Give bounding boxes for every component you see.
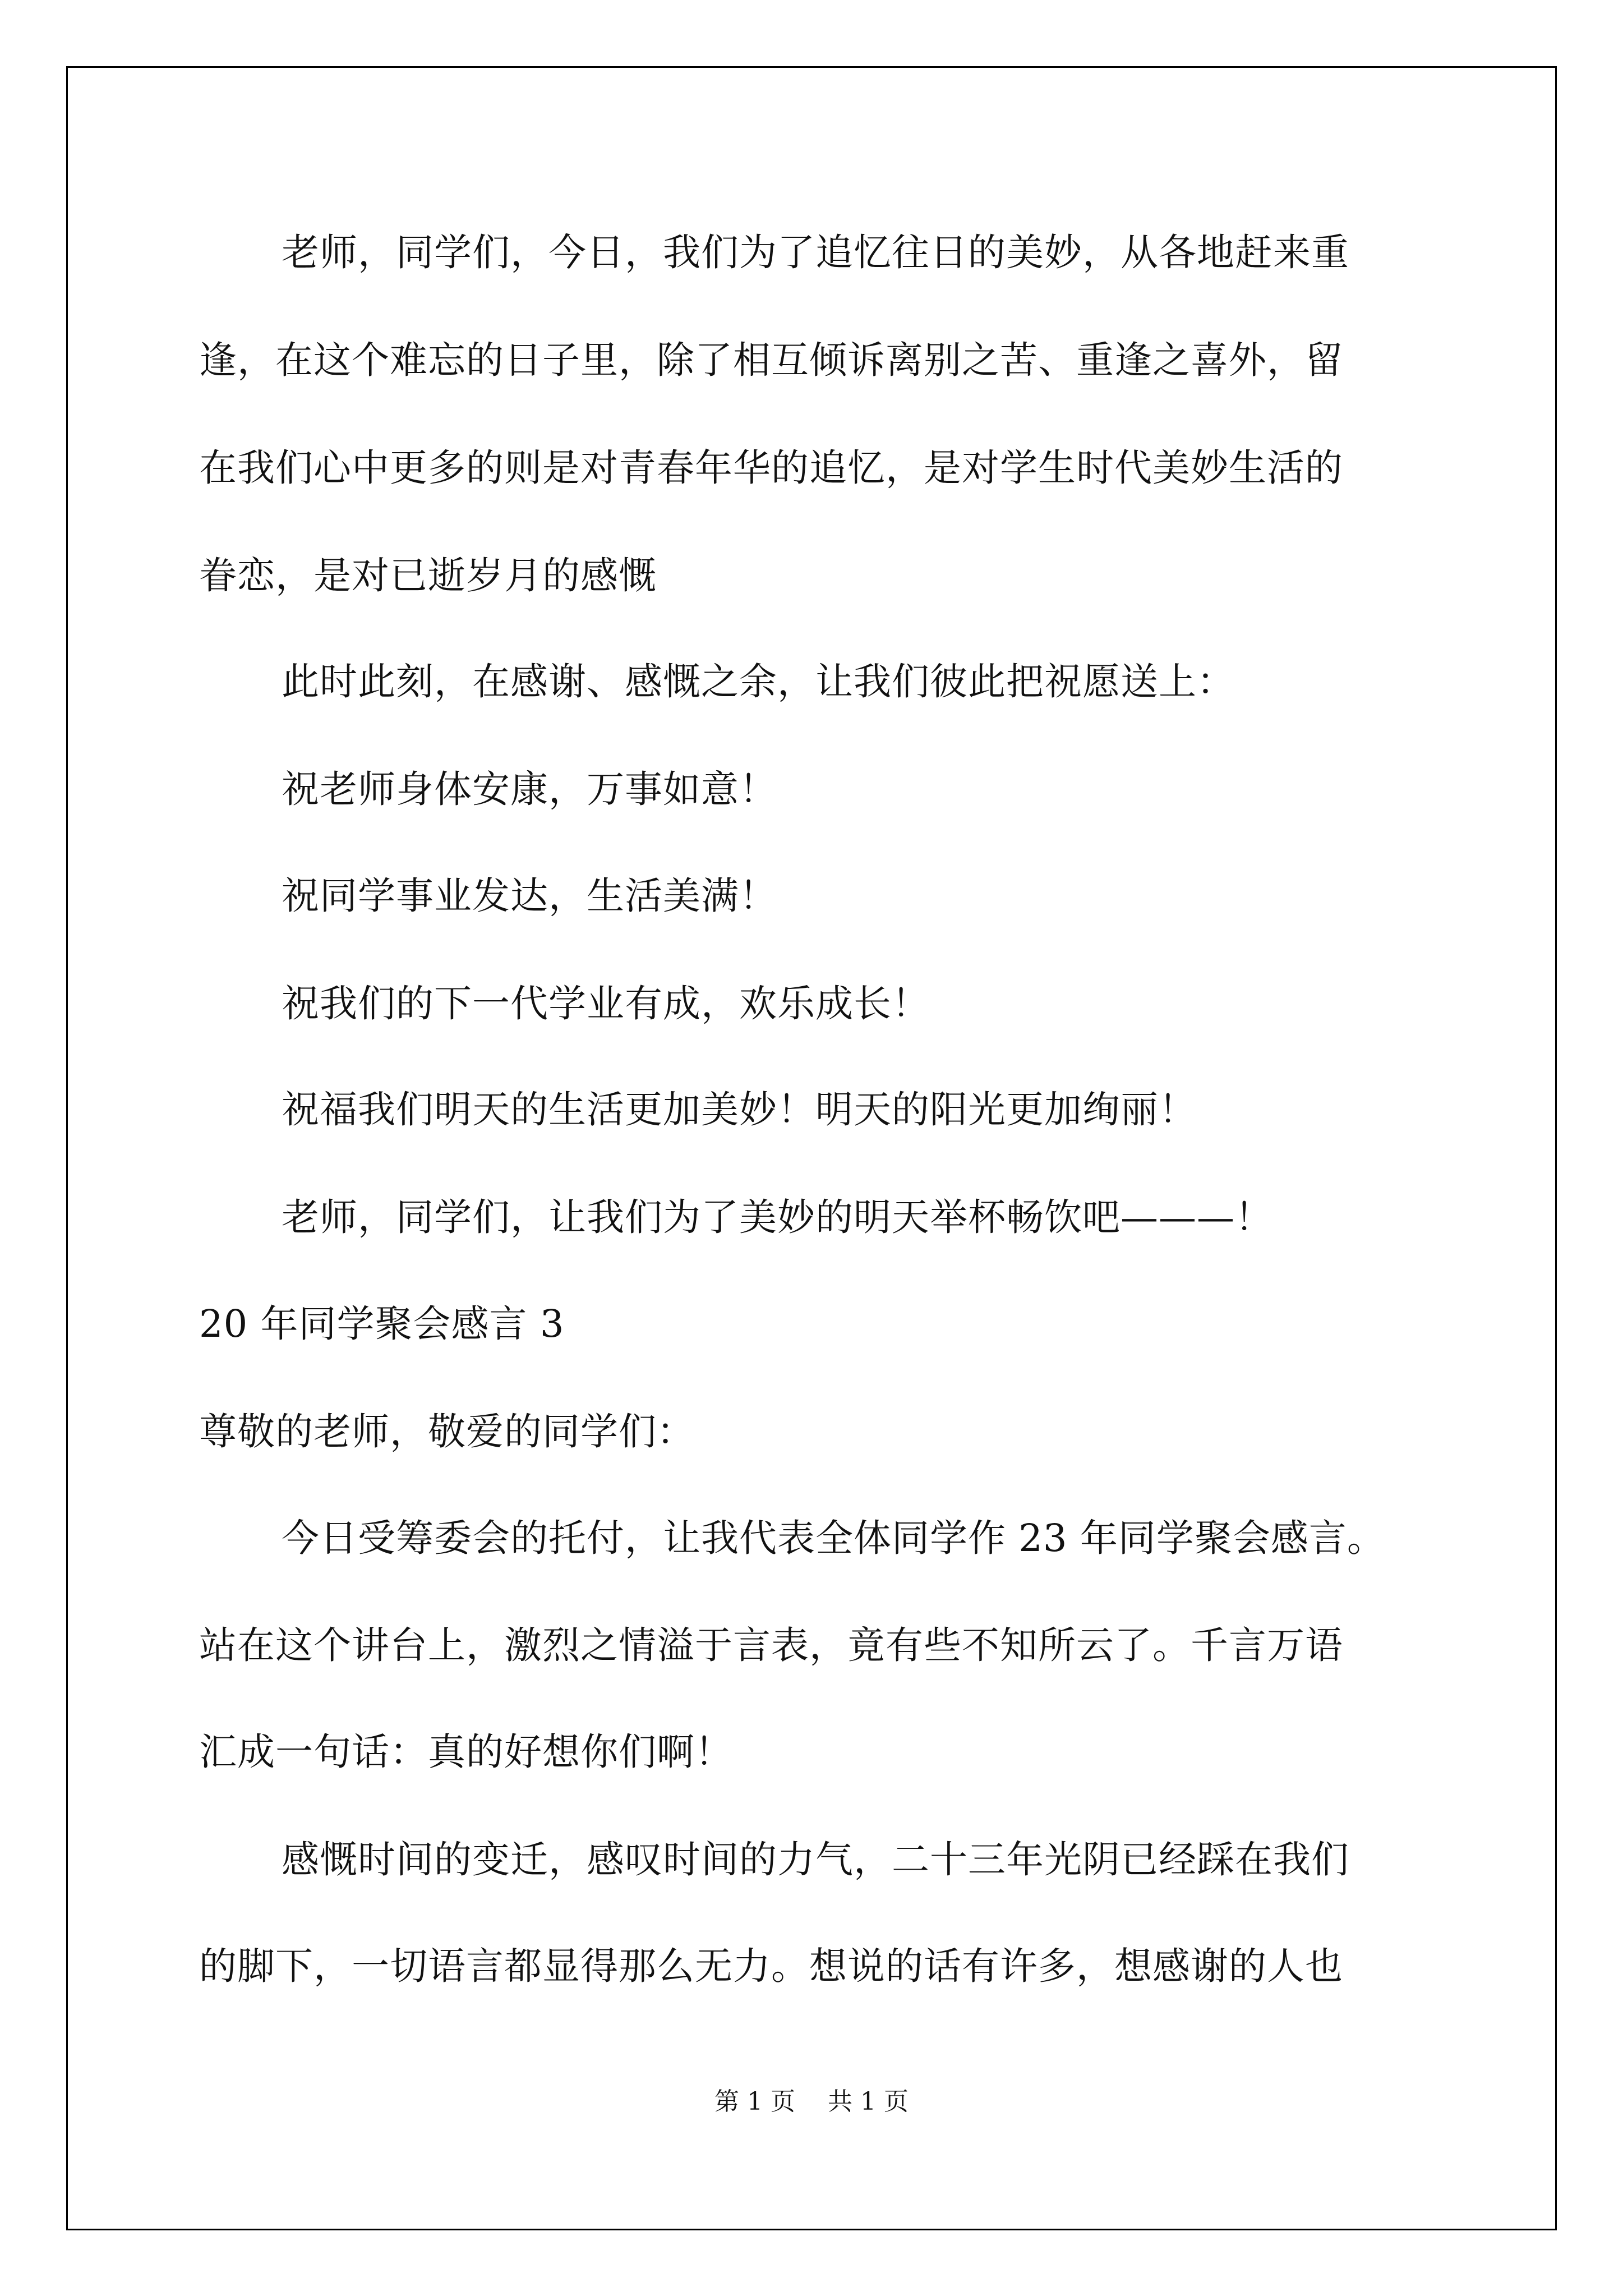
paragraph-line: 的脚下，一切语言都显得那么无力。想说的话有许多，想感谢的人也 [199, 1944, 1343, 1988]
paragraph-line: 此时此刻，在感谢、感慨之余，让我们彼此把祝愿送上： [282, 660, 1235, 703]
page-number-footer: 第 1 页 共 1 页 [714, 2087, 909, 2116]
paragraph-line: 眷恋，是对已逝岁月的感慨 [199, 554, 657, 597]
section-heading: 20 年同学聚会感言 3 [199, 1302, 565, 1346]
page-border [66, 66, 1557, 2230]
paragraph-line: 祝同学事业发达，生活美满！ [282, 874, 777, 918]
paragraph-line: 感慨时间的变迁，感叹时间的力气，二十三年光阴已经踩在我们 [282, 1838, 1349, 1881]
paragraph-line: 今日受筹委会的托付，让我代表全体同学作 23 年同学聚会感言。 [282, 1516, 1385, 1560]
paragraph-line: 老师，同学们，让我们为了美妙的明天举杯畅饮吧———！ [282, 1195, 1273, 1239]
salutation-line: 尊敬的老师，敬爱的同学们： [199, 1410, 695, 1453]
paragraph-line: 祝福我们明天的生活更加美妙！明天的阳光更加绚丽！ [282, 1088, 1197, 1131]
paragraph-line: 祝我们的下一代学业有成，欢乐成长！ [282, 982, 930, 1025]
paragraph-line: 祝老师身体安康，万事如意！ [282, 767, 777, 811]
paragraph-line: 汇成一句话：真的好想你们啊！ [199, 1730, 733, 1774]
paragraph-line: 在我们心中更多的则是对青春年华的追忆，是对学生时代美妙生活的 [199, 446, 1343, 490]
paragraph-line: 逢，在这个难忘的日子里，除了相互倾诉离别之苦、重逢之喜外，留 [199, 338, 1343, 382]
paragraph-line: 站在这个讲台上，激烈之情溢于言表，竟有些不知所云了。千言万语 [199, 1623, 1343, 1667]
paragraph-line: 老师，同学们，今日，我们为了追忆往日的美妙，从各地赶来重 [282, 231, 1349, 274]
